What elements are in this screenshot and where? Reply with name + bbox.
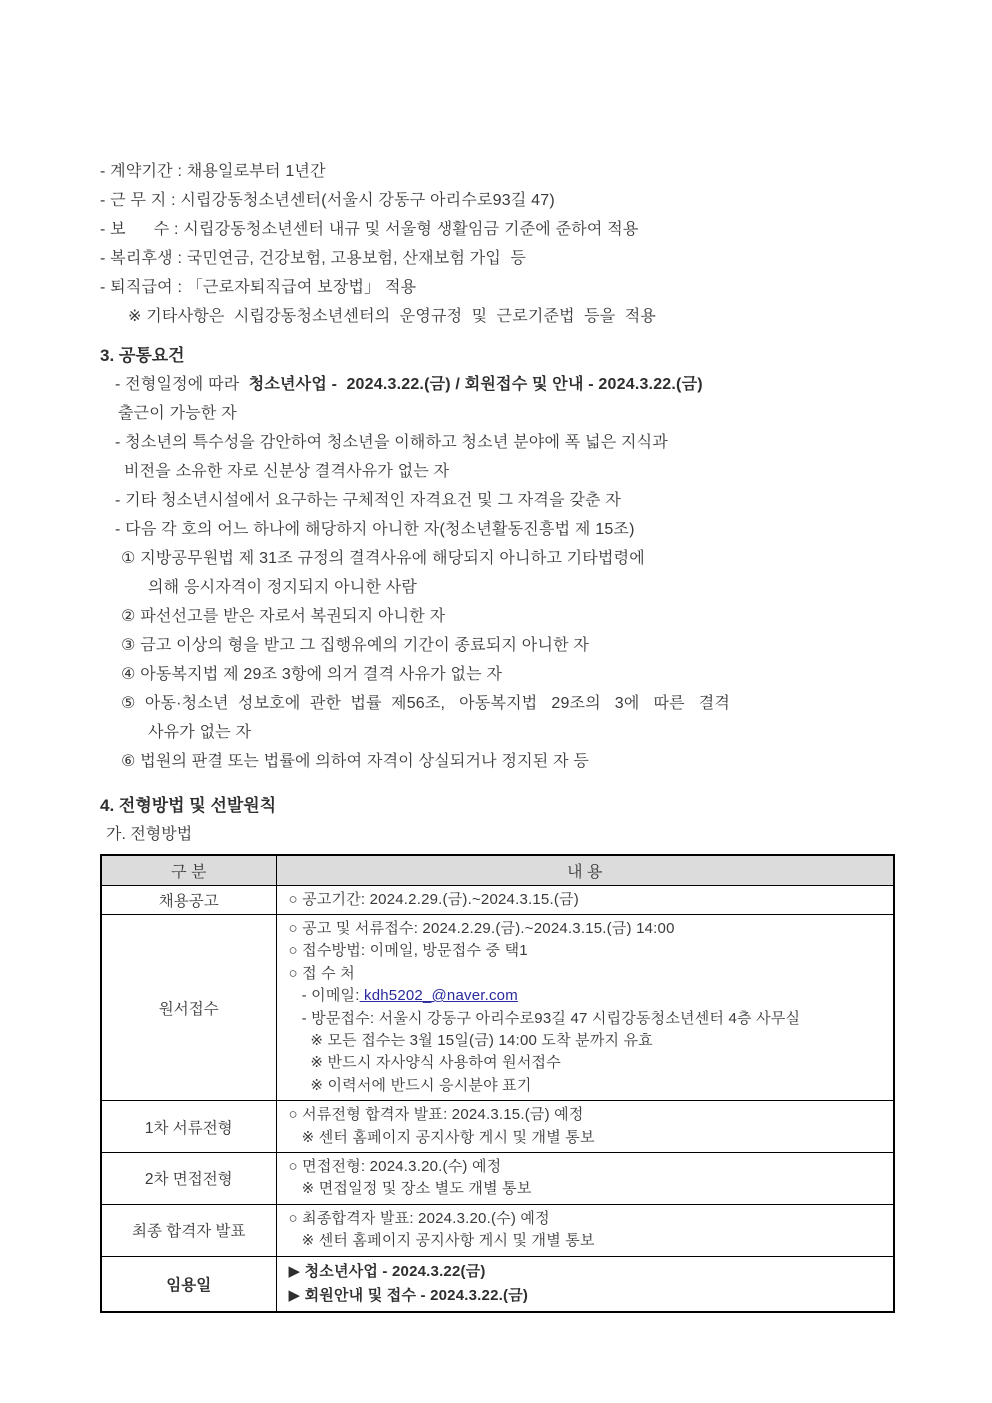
application-resume-note: ※ 이력서에 반드시 응시분야 표기 <box>288 1076 532 1094</box>
req-youth-knowledge: - 청소년의 특수성을 감안하여 청소년을 이해하고 청소년 분야에 폭 넓은 지식과 <box>115 434 668 451</box>
application-visit-line: - 방문접수: 서울시 강동구 아리수로93길 47 시립강동청소년센터 4층 사무실 <box>288 1009 801 1027</box>
column-header-category: 구 분 <box>101 855 276 885</box>
table-row-document-screening <box>101 1101 894 1153</box>
term-contract-period: - 계약기간 : 채용일로부터 1년간 <box>100 163 326 180</box>
announcement-period: ○ 공고기간: 2024.2.29.(금).~2024.3.15.(금) <box>288 890 579 908</box>
final-result-note: ※ 센터 홈페이지 공지사항 게시 및 개별 통보 <box>288 1232 595 1250</box>
disq-item-1: ① 지방공무원법 제 31조 규정의 결격사유에 해당되지 아니하고 기타법령에 <box>121 550 645 567</box>
interview-note: ※ 면접일정 및 장소 별도 개별 통보 <box>288 1180 532 1198</box>
employment-terms-list <box>100 157 895 331</box>
document-screening-note: ※ 센터 홈페이지 공지사항 게시 및 개별 통보 <box>288 1128 595 1146</box>
application-office: ○ 접 수 처 <box>288 964 355 982</box>
application-deadline-note: ※ 모든 접수는 3월 15일(금) 14:00 도착 분까지 유효 <box>288 1031 653 1049</box>
table-row-interview <box>101 1152 894 1204</box>
table-row-appointment <box>101 1256 894 1312</box>
disq-item-4: ④ 아동복지법 제 29조 3항에 의거 결격 사유가 없는 자 <box>121 666 503 683</box>
section4-subheading: 가. 전형방법 <box>106 826 193 843</box>
final-result-date: ○ 최종합격자 발표: 2024.3.20.(수) 예정 <box>288 1209 550 1227</box>
column-header-content: 내 용 <box>276 855 894 885</box>
disq-item-1-cont: 의해 응시자격이 정지되지 아니한 사람 <box>148 579 418 596</box>
disq-item-2: ② 파선선고를 받은 자로서 복권되지 아니한 자 <box>121 608 446 625</box>
row-label-final-result: 최종 합격자 발표 <box>101 1204 276 1256</box>
section-selection-method <box>100 791 895 1313</box>
row-label-appointment: 임용일 <box>101 1256 276 1312</box>
disq-item-5-cont: 사유가 없는 자 <box>148 724 252 741</box>
table-row-application <box>101 914 894 1100</box>
appointment-youth-program: ▶ 청소년사업 - 2024.3.22(금) <box>288 1262 486 1280</box>
application-email-label: - 이메일: <box>288 987 360 1005</box>
term-severance: - 퇴직급여 : 「근로자퇴직급여 보장법」 적용 <box>100 279 417 296</box>
term-etc-note: ※ 기타사항은 시립강동청소년센터의 운영규정 및 근로기준법 등을 적용 <box>128 308 657 325</box>
term-welfare: - 복리후생 : 국민연금, 건강보험, 고용보험, 산재보험 가입 등 <box>100 250 527 267</box>
disq-item-3: ③ 금고 이상의 형을 받고 그 집행유예의 기간이 종료되지 아니한 자 <box>121 637 590 654</box>
row-label-announcement: 채용공고 <box>101 885 276 914</box>
req-disqualification-intro: - 다음 각 호의 어느 하나에 해당하지 아니한 자(청소년활동진흥법 제 15조) <box>115 521 635 538</box>
application-email-link[interactable]: kdh5202_@naver.com <box>359 987 518 1005</box>
application-methods: ○ 접수방법: 이메일, 방문접수 중 택1 <box>288 942 528 960</box>
req-schedule-dates: 청소년사업 - 2024.3.22.(금) / 회원접수 및 안내 - 2024.3.22.(금) <box>248 376 703 393</box>
section3-heading: 3. 공통요건 <box>100 346 185 365</box>
table-row-announcement <box>101 885 894 914</box>
req-youth-knowledge-cont: 비전을 소유한 자로 신분상 결격사유가 없는 자 <box>124 463 450 480</box>
table-header-row <box>101 855 894 885</box>
req-schedule <box>100 370 895 399</box>
interview-date: ○ 면접전형: 2024.3.20.(수) 예정 <box>288 1157 502 1175</box>
application-period: ○ 공고 및 서류접수: 2024.2.29.(금).~2024.3.15.(금) 14:00 <box>288 919 675 937</box>
row-label-interview: 2차 면접전형 <box>101 1152 276 1204</box>
document-screening-result: ○ 서류전형 합격자 발표: 2024.3.15.(금) 예정 <box>288 1106 584 1124</box>
row-label-application: 원서접수 <box>101 914 276 1100</box>
table-row-final-result <box>101 1204 894 1256</box>
application-email-line <box>289 985 888 1007</box>
req-facility-qualification: - 기타 청소년시설에서 요구하는 구체적인 자격요건 및 그 자격을 갖춘 자 <box>115 492 622 509</box>
disq-item-5: ⑤ 아동·청소년 성보호에 관한 법률 제56조, 아동복지법 29조의 3에 따른 결격 <box>121 695 731 712</box>
section-common-requirements <box>100 341 895 776</box>
req-schedule-cont: 출근이 가능한 자 <box>118 405 237 422</box>
term-work-place: - 근 무 지 : 시립강동청소년센터(서울시 강동구 아리수로93길 47) <box>100 192 555 209</box>
appointment-member-reception: ▶ 회원안내 및 접수 - 2024.3.22.(금) <box>288 1286 529 1304</box>
disq-item-6: ⑥ 법원의 판결 또는 법률에 의하여 자격이 상실되거나 정지된 자 등 <box>121 753 590 770</box>
selection-method-table <box>100 854 895 1313</box>
row-label-document-screening: 1차 서류전형 <box>101 1101 276 1153</box>
term-salary: - 보 수 : 시립강동청소년센터 내규 및 서울형 생활임금 기준에 준하여 적용 <box>100 221 639 238</box>
section4-heading: 4. 전형방법 및 선발원칙 <box>100 796 277 815</box>
application-form-note: ※ 반드시 자사양식 사용하여 원서접수 <box>288 1054 561 1072</box>
req-schedule-prefix: - 전형일정에 따라 <box>115 376 249 393</box>
